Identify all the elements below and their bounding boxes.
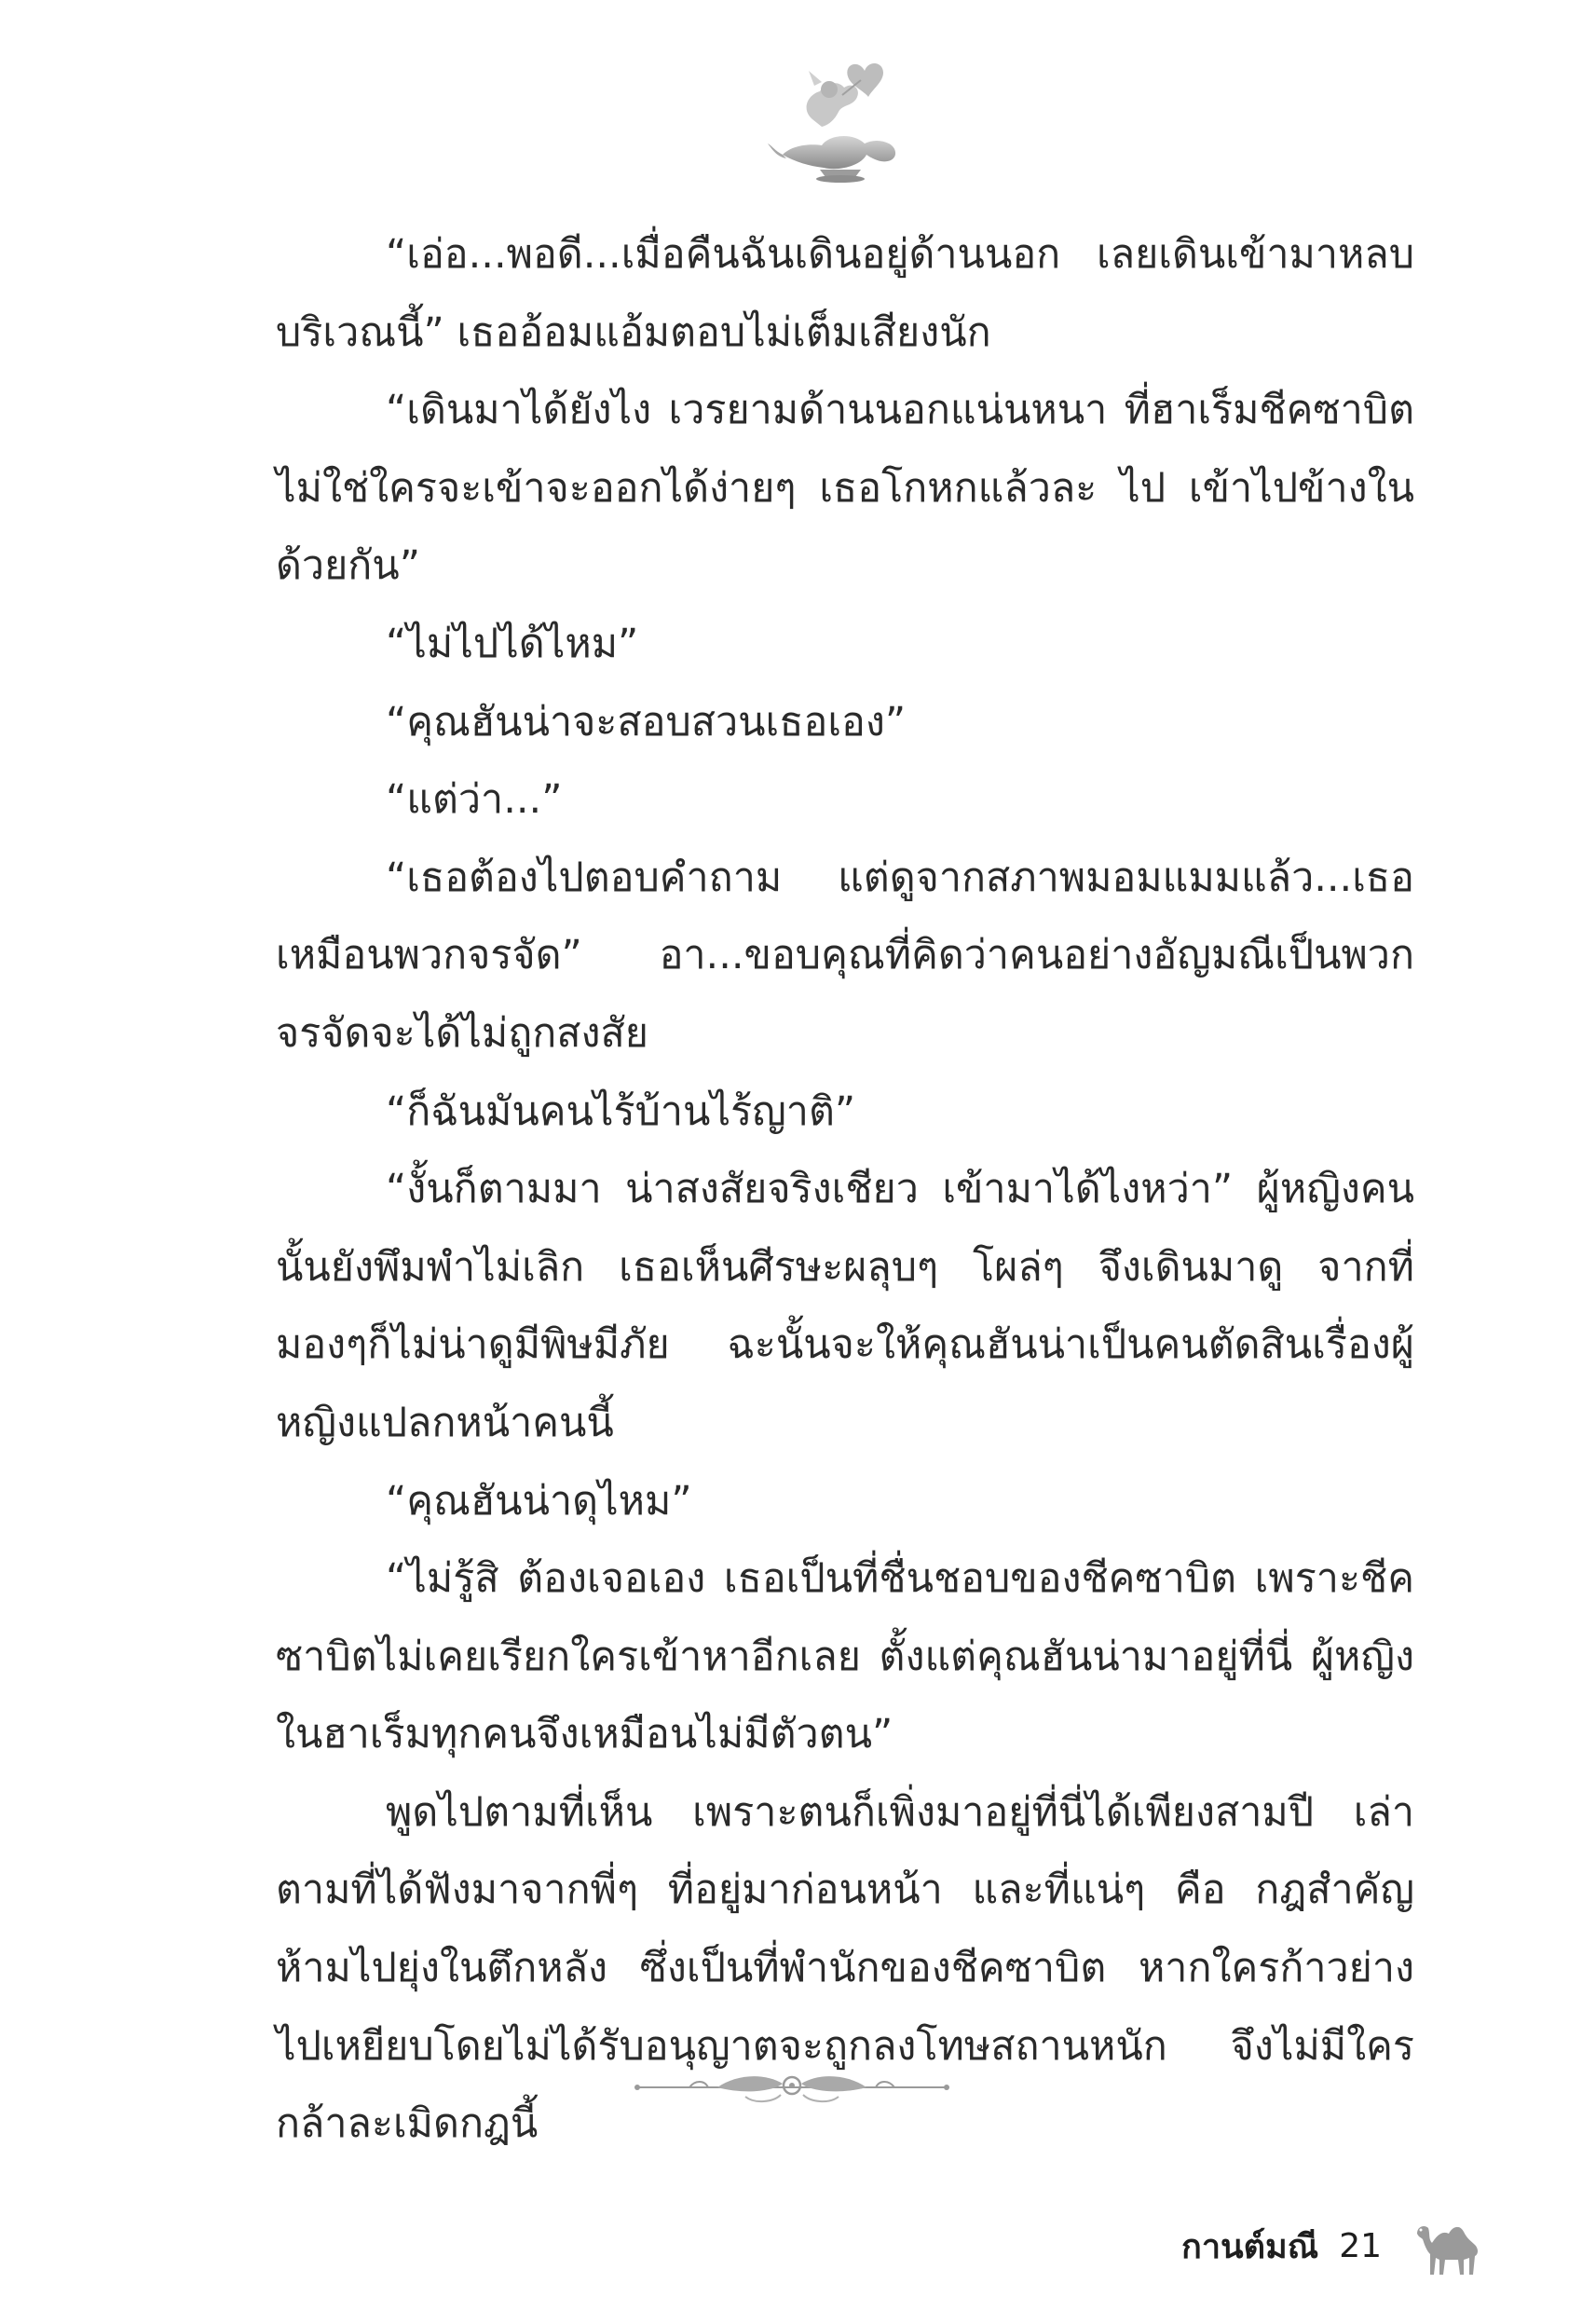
page-footer [1181, 2213, 1484, 2278]
paragraph: “เดินมาได้ยังไง เวรยามด้านนอกแน่นหนา ที่ฮาเร็มชีคซาบิตไม่ใช่ใครจะเข้าจะออกได้ง่ายๆ เธอโกหกแล้วละ ไป เข้าไปข้างในด้วยกัน” [276, 387, 1414, 590]
page-number: 21 [1339, 2226, 1382, 2265]
paragraph: “แต่ว่า...” [386, 776, 563, 824]
paragraph: “ไม่ไปได้ไหม” [386, 620, 639, 667]
paragraph: “คุณฮันน่าดุไหม” [386, 1477, 692, 1525]
body-text [276, 216, 1414, 2164]
paragraph: “เอ่อ...พอดี...เมื่อคืนฉันเดินอยู่ด้านนอก เลยเดินเข้ามาหลบบริเวณนี้” เธออ้อมแอ้มตอบไม่เต็มเสียงนัก [276, 231, 1414, 356]
genie-lamp-cupid-icon [764, 54, 913, 185]
paragraph: “งั้นก็ตามมา น่าสงสัยจริงเชียว เข้ามาได้ไงหว่า” ผู้หญิงคนนั้นยังพึมพำไม่เลิก เธอเห็นศีรษะผลุบๆ โผล่ๆ จึงเดินมาดู จากที่มองๆก็ไม่น่าดูมีพิษมีภัย ฉะนั้นจะให้คุณฮันน่าเป็นคนตัดสินเรื่องผู้หญิงแปลกหน้าคนนี้ [276, 1166, 1414, 1446]
paragraph: “ก็ฉันมันคนไร้บ้านไร้ญาติ” [386, 1087, 856, 1135]
paragraph: พูดไปตามที่เห็น เพราะตนก็เพิ่งมาอยู่ที่นี่ได้เพียงสามปี เล่าตามที่ได้ฟังมาจากพี่ๆ ที่อยู่มาก่อนหน้า และที่แน่ๆ คือ กฎสำคัญห้ามไปยุ่งในตึกหลัง ซึ่งเป็นที่พำนักของชีคซาบิต หากใครก้าวย่างไปเหยียบโดยไม่ได้รับอนุญาตจะถูกลงโทษสถานหนัก จึงไม่มีใครกล้าละเมิดกฎนี้ [276, 1788, 1414, 2148]
book-title: กานต์มณี [1181, 2227, 1319, 2266]
paragraph: “เธอต้องไปตอบคำถาม แต่ดูจากสภาพมอมแมมแล้ว...เธอเหมือนพวกจรจัด” อา...ขอบคุณที่คิดว่าคนอย่างอัญมณีเป็นพวกจรจัดจะได้ไม่ถูกสงสัย [276, 854, 1414, 1057]
camel-icon [1412, 2213, 1484, 2278]
paragraph: “คุณฮันน่าจะสอบสวนเธอเอง” [386, 698, 907, 745]
paragraph: “ไม่รู้สิ ต้องเจอเอง เธอเป็นที่ชื่นชอบของชีคซาบิต เพราะชีคซาบิตไม่เคยเรียกใครเข้าหาอีกเลย ตั้งแต่คุณฮันน่ามาอยู่ที่นี่ ผู้หญิงในฮาเร็มทุกคนจึงเหมือนไม่มีตัวตน” [276, 1555, 1414, 1758]
ornamental-divider-icon [634, 2059, 950, 2115]
